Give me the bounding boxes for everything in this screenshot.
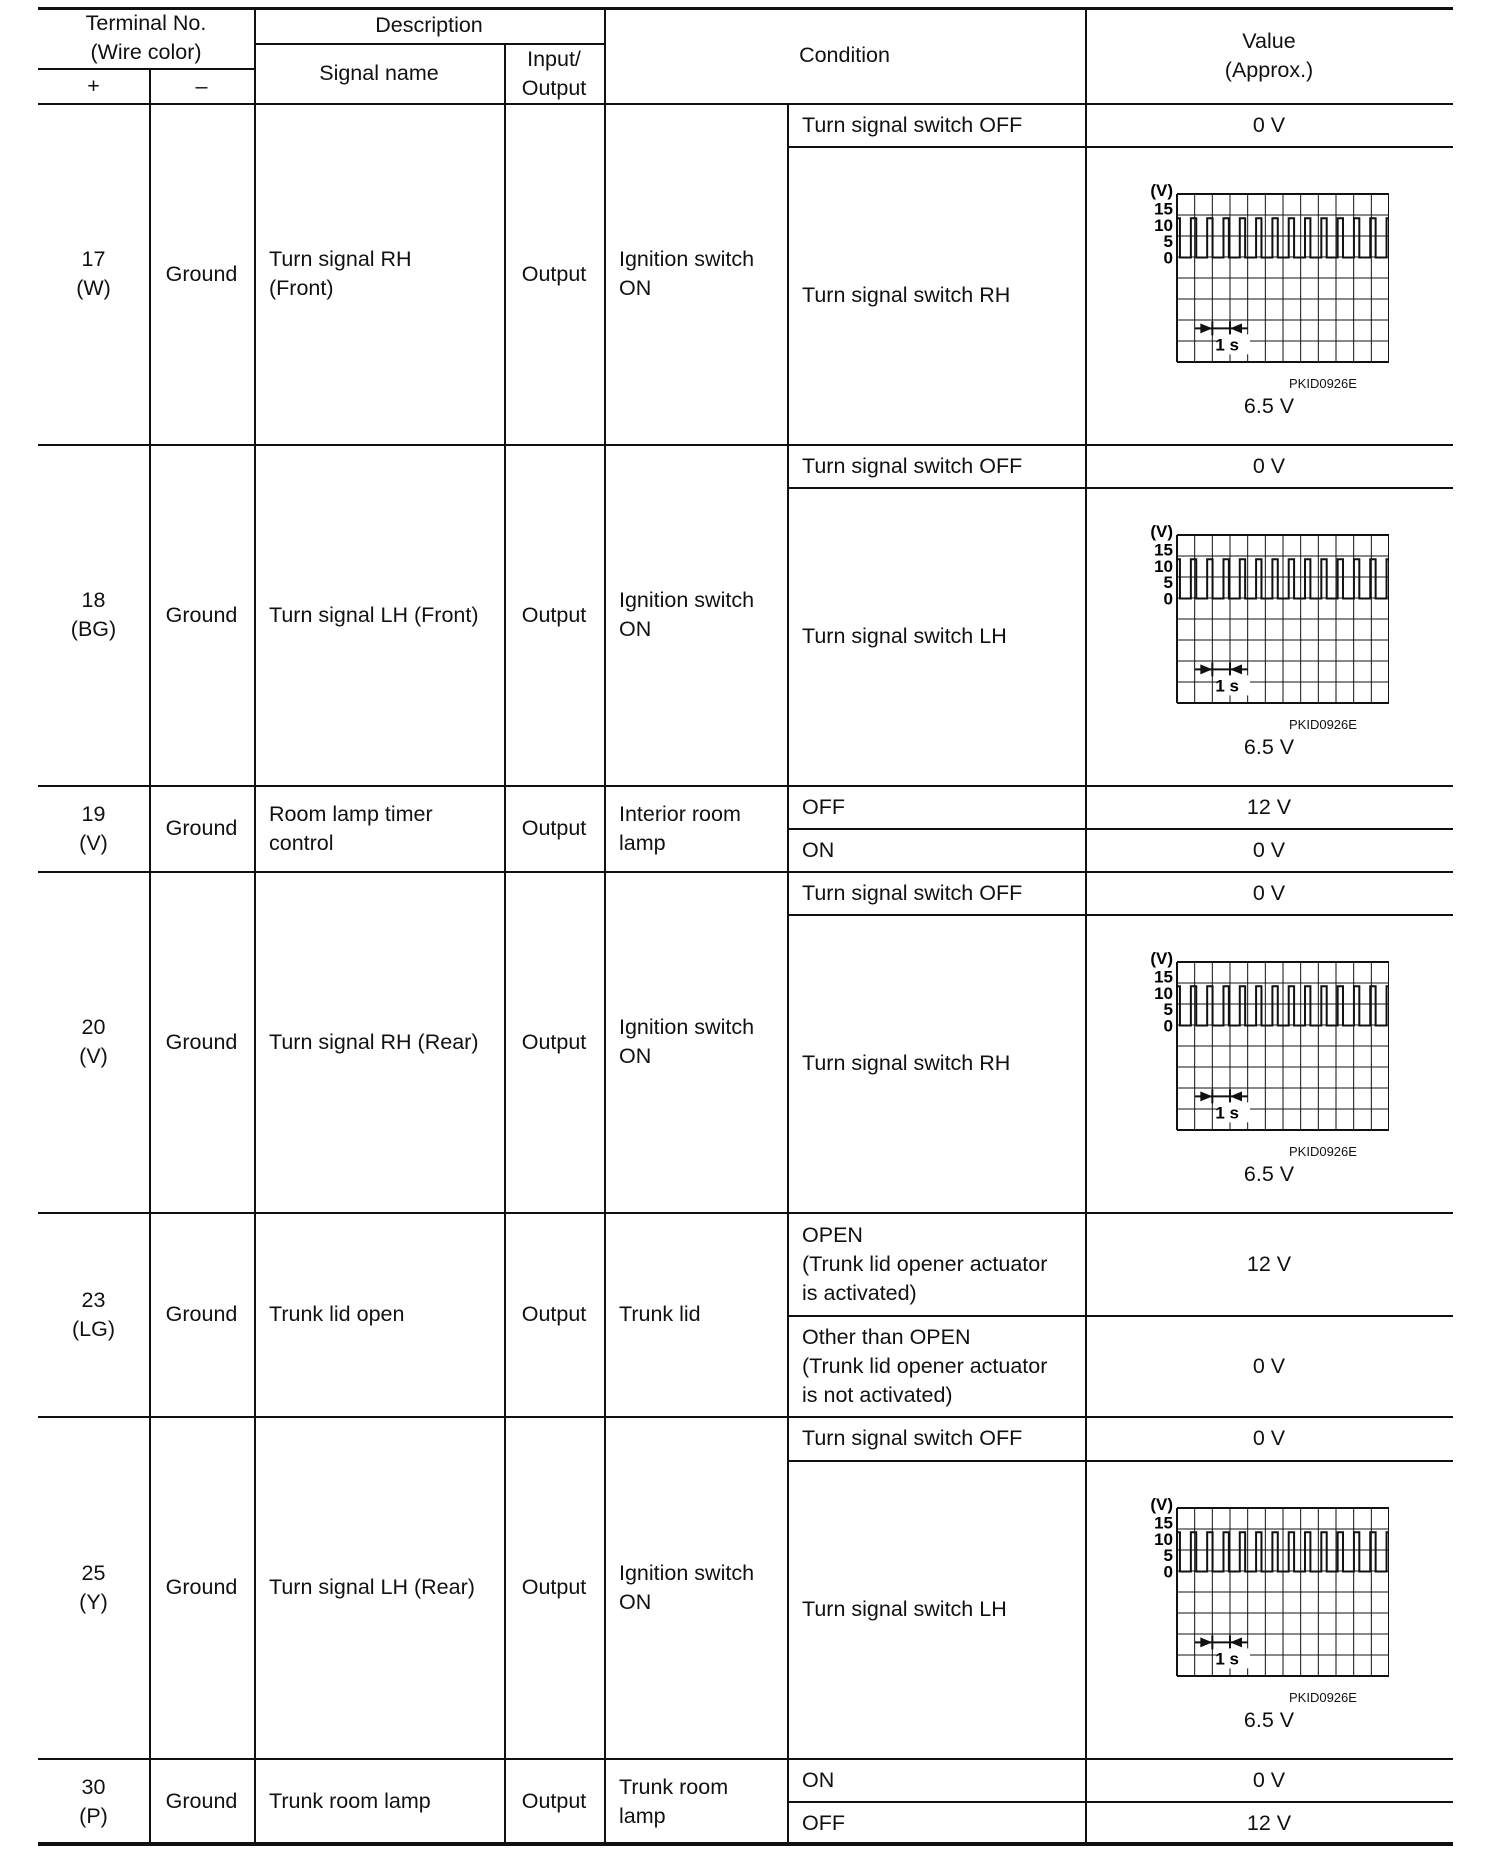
column-divider — [149, 1417, 151, 1759]
value-text: 12 V — [1246, 1251, 1292, 1276]
terminal-negative: Ground — [165, 1029, 238, 1054]
column-divider — [254, 1759, 256, 1845]
turn-signal-waveform — [1139, 184, 1389, 374]
sub-row-divider — [787, 1460, 1453, 1462]
column-divider — [254, 1213, 256, 1417]
waveform-tick-label: 0 — [1163, 1562, 1173, 1582]
table-rule — [254, 7, 256, 104]
condition-main: Ignition switch ON — [619, 1560, 755, 1614]
condition-sub: OFF — [802, 794, 845, 819]
column-divider — [604, 1213, 606, 1417]
value-text: 0 V — [1252, 881, 1286, 905]
waveform-tick-label: 5 — [1163, 1000, 1173, 1020]
header-value: Value (Approx.) — [1224, 28, 1314, 82]
signal-name: Trunk lid open — [269, 1302, 405, 1327]
waveform-tick-label: 15 — [1154, 540, 1173, 560]
time-label: 1 s — [1215, 676, 1239, 696]
column-divider — [254, 445, 256, 786]
column-divider — [504, 1417, 506, 1759]
column-divider — [504, 872, 506, 1213]
column-divider — [149, 445, 151, 786]
condition-sub: Other than OPEN (Trunk lid opener actuator is not activated) — [802, 1324, 1048, 1407]
turn-signal-waveform — [1139, 525, 1389, 715]
waveform-unit-label: (V) — [1150, 951, 1173, 968]
waveform-tick-label: 10 — [1154, 215, 1173, 235]
terminal-positive: 25 (Y) — [79, 1560, 108, 1614]
figure-code: PKID0926E — [1289, 1143, 1357, 1159]
header-input-output: Input/ Output — [521, 46, 587, 100]
value-text: 0 V — [1252, 113, 1286, 138]
sub-row-divider — [787, 146, 1453, 148]
signal-name: Room lamp timer control — [269, 801, 433, 855]
figure-code: PKID0926E — [1289, 716, 1357, 732]
column-divider — [149, 104, 151, 445]
turn-signal-waveform — [1139, 952, 1389, 1142]
condition-sub: OFF — [802, 1810, 845, 1835]
column-divider — [149, 872, 151, 1213]
time-marker-arrow — [1200, 1637, 1212, 1647]
column-divider — [787, 445, 789, 786]
time-label: 1 s — [1215, 335, 1239, 355]
value-text: 6.5 V — [1243, 1161, 1295, 1186]
sub-row-divider — [787, 828, 1453, 830]
waveform-unit-label: (V) — [1150, 1497, 1173, 1514]
value-text: 6.5 V — [1243, 734, 1295, 759]
column-divider — [787, 1759, 789, 1845]
header-plus: + — [87, 73, 100, 98]
condition-sub: Turn signal switch OFF — [802, 881, 1023, 905]
column-divider — [504, 1213, 506, 1417]
header-terminal-no: Terminal No. (Wire color) — [85, 10, 207, 64]
column-divider — [604, 1759, 606, 1845]
terminal-positive: 20 (V) — [79, 1015, 108, 1069]
terminal-negative: Ground — [165, 261, 238, 286]
input-output: Output — [521, 602, 587, 627]
value-text: 0 V — [1252, 1353, 1286, 1378]
turn-signal-waveform — [1139, 1498, 1389, 1688]
figure-code: PKID0926E — [1289, 375, 1357, 391]
column-divider — [1085, 1213, 1087, 1417]
input-output: Output — [521, 1575, 587, 1600]
waveform-tick-label: 5 — [1163, 232, 1173, 252]
waveform-tick-label: 15 — [1154, 967, 1173, 987]
time-marker-arrow — [1230, 323, 1242, 333]
condition-sub: ON — [802, 1767, 835, 1792]
waveform-tick-label: 15 — [1154, 1513, 1173, 1533]
signal-name: Trunk room lamp — [269, 1789, 431, 1814]
input-output: Output — [521, 261, 587, 286]
column-divider — [1085, 104, 1087, 445]
waveform-unit-label: (V) — [1150, 524, 1173, 541]
signal-name: Turn signal LH (Rear) — [269, 1575, 475, 1600]
signal-name: Turn signal LH (Front) — [269, 602, 479, 627]
terminal-negative: Ground — [165, 602, 238, 627]
column-divider — [1085, 1759, 1087, 1845]
terminal-negative: Ground — [165, 816, 238, 841]
column-divider — [787, 104, 789, 445]
condition-main: Interior room lamp — [619, 801, 741, 855]
condition-sub: Turn signal switch OFF — [802, 113, 1023, 138]
input-output: Output — [521, 1302, 587, 1327]
terminal-positive: 19 (V) — [79, 801, 108, 855]
column-divider — [1085, 445, 1087, 786]
table-bottom-rule — [38, 1842, 1453, 1845]
column-divider — [604, 786, 606, 872]
value-text: 0 V — [1252, 453, 1286, 478]
header-condition: Condition — [799, 43, 890, 67]
condition-sub: Turn signal switch LH — [802, 1597, 1007, 1622]
table-top-rule — [38, 7, 1453, 10]
condition-sub: Turn signal switch RH — [802, 1051, 1011, 1076]
column-divider — [504, 786, 506, 872]
table-rule — [149, 68, 151, 104]
column-divider — [787, 786, 789, 872]
terminal-table — [38, 7, 1453, 1845]
sub-row-divider — [787, 1315, 1453, 1317]
time-marker-arrow — [1200, 1091, 1212, 1101]
table-rule — [1085, 7, 1087, 104]
table-rule — [604, 7, 606, 104]
condition-main: Trunk lid — [619, 1302, 701, 1327]
input-output: Output — [521, 1789, 587, 1814]
column-divider — [504, 104, 506, 445]
value-text: 0 V — [1252, 1426, 1286, 1451]
value-text: 6.5 V — [1243, 393, 1295, 418]
figure-code: PKID0926E — [1289, 1689, 1357, 1705]
column-divider — [504, 1759, 506, 1845]
waveform-tick-label: 10 — [1154, 1529, 1173, 1549]
condition-main: Ignition switch ON — [619, 247, 755, 301]
sub-row-divider — [787, 1801, 1453, 1803]
value-text: 12 V — [1246, 794, 1292, 819]
condition-sub: ON — [802, 837, 835, 862]
terminal-positive: 30 (P) — [79, 1774, 108, 1828]
terminal-positive: 23 (LG) — [72, 1287, 115, 1341]
header-minus: – — [195, 73, 208, 98]
signal-name: Turn signal RH (Front) — [269, 247, 412, 301]
header-signal-name: Signal name — [319, 61, 439, 85]
table-rule — [38, 68, 254, 70]
terminal-positive: 17 (W) — [76, 247, 111, 301]
column-divider — [604, 1417, 606, 1759]
input-output: Output — [521, 816, 587, 841]
column-divider — [504, 445, 506, 786]
waveform-tick-label: 5 — [1163, 572, 1173, 592]
value-text: 0 V — [1252, 1767, 1286, 1792]
column-divider — [149, 1213, 151, 1417]
condition-sub: Turn signal switch LH — [802, 624, 1007, 649]
sub-row-divider — [787, 914, 1453, 916]
time-marker-arrow — [1230, 664, 1242, 674]
column-divider — [787, 1213, 789, 1417]
column-divider — [1085, 1417, 1087, 1759]
column-divider — [787, 1417, 789, 1759]
waveform-unit-label: (V) — [1150, 183, 1173, 200]
column-divider — [254, 1417, 256, 1759]
condition-main: Ignition switch ON — [619, 1015, 755, 1069]
column-divider — [604, 104, 606, 445]
time-label: 1 s — [1215, 1103, 1239, 1123]
value-text: 0 V — [1252, 837, 1286, 862]
waveform-tick-label: 15 — [1154, 199, 1173, 219]
column-divider — [604, 872, 606, 1213]
sub-row-divider — [787, 487, 1453, 489]
value-text: 6.5 V — [1243, 1707, 1295, 1732]
column-divider — [1085, 872, 1087, 1213]
header-description: Description — [375, 12, 483, 37]
waveform-tick-label: 5 — [1163, 1545, 1173, 1565]
waveform-tick-label: 10 — [1154, 556, 1173, 576]
signal-name: Turn signal RH (Rear) — [269, 1029, 479, 1054]
time-marker-arrow — [1200, 664, 1212, 674]
time-marker-arrow — [1200, 323, 1212, 333]
time-marker-arrow — [1230, 1637, 1242, 1647]
waveform-tick-label: 0 — [1163, 1016, 1173, 1036]
condition-main: Trunk room lamp — [619, 1774, 729, 1828]
column-divider — [787, 872, 789, 1213]
terminal-negative: Ground — [165, 1575, 238, 1600]
table-rule — [254, 43, 604, 45]
column-divider — [149, 786, 151, 872]
condition-main: Ignition switch ON — [619, 588, 755, 642]
terminal-negative: Ground — [165, 1789, 238, 1814]
value-text: 12 V — [1246, 1810, 1292, 1835]
table-rule — [504, 43, 506, 104]
condition-sub: OPEN (Trunk lid opener actuator is activated) — [802, 1222, 1048, 1305]
waveform-tick-label: 0 — [1163, 248, 1173, 268]
time-marker-arrow — [1230, 1091, 1242, 1101]
column-divider — [149, 1759, 151, 1845]
waveform-tick-label: 0 — [1163, 589, 1173, 609]
waveform-tick-label: 10 — [1154, 983, 1173, 1003]
column-divider — [1085, 786, 1087, 872]
condition-sub: Turn signal switch RH — [802, 283, 1011, 308]
time-label: 1 s — [1215, 1649, 1239, 1669]
condition-sub: Turn signal switch OFF — [802, 453, 1023, 478]
column-divider — [254, 104, 256, 445]
column-divider — [254, 786, 256, 872]
input-output: Output — [521, 1029, 587, 1054]
condition-sub: Turn signal switch OFF — [802, 1426, 1023, 1451]
column-divider — [254, 872, 256, 1213]
terminal-negative: Ground — [165, 1302, 238, 1327]
terminal-positive: 18 (BG) — [70, 588, 117, 642]
column-divider — [604, 445, 606, 786]
